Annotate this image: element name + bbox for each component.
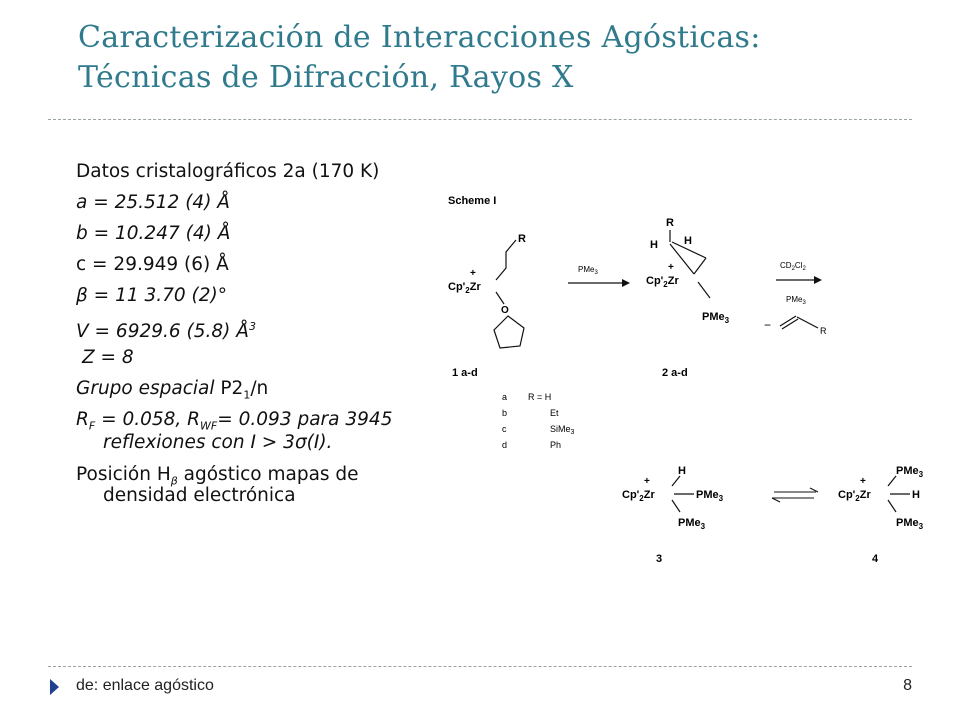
c3-pme3-right: PMe$_3$	[696, 489, 724, 503]
c3-pme3-bottom: PMe$_3$	[678, 517, 706, 531]
reflections-line: reflexiones con I > 3σ(I).	[103, 432, 333, 453]
volume-text: V = 6929.6 (5.8) Å	[76, 321, 249, 343]
arrow-1-reagent: PMe$_3$	[578, 265, 598, 276]
compound-3-structure	[622, 465, 724, 565]
cell-b: b = 10.247 (4) Å	[76, 223, 231, 244]
crystal-data-heading: Datos cristalográficos 2a (170 K)	[76, 161, 380, 182]
rf-label: R	[76, 409, 89, 430]
c2-pme3: PMe$_3$	[702, 311, 730, 325]
c2-plus: +	[668, 262, 674, 273]
arrow-2-reagent-bottom: PMe$_3$	[786, 295, 806, 306]
compound-3-label: 3	[656, 553, 663, 565]
h-position-pre: Posición H	[76, 464, 171, 485]
table-letter-c: c	[502, 424, 507, 434]
byproduct-minus: −	[764, 318, 772, 332]
c4-h: H	[912, 489, 920, 501]
space-group-label: Grupo espacial	[76, 378, 215, 399]
c4-cp-label: $Cp'_2Zr$	[838, 489, 871, 503]
c4-plus: +	[860, 476, 866, 487]
space-group	[76, 373, 456, 404]
compound-4-structure	[838, 465, 924, 565]
title-line-2: Técnicas de Difracción, Rayos X	[78, 60, 574, 95]
crystal-data-list	[76, 156, 456, 508]
table-value-ph: Ph	[550, 440, 562, 450]
c1-o: O	[501, 305, 509, 316]
space-group-sub: 1	[243, 388, 251, 402]
space-group-suffix: /n	[250, 378, 269, 399]
c2-r: R	[666, 217, 674, 229]
h-position-line-2: densidad electrónica	[103, 485, 296, 506]
cell-volume	[76, 311, 456, 342]
r-substituent-table	[502, 392, 575, 450]
compound-1-structure	[448, 233, 526, 379]
footer-bullet-icon	[50, 679, 59, 695]
footer-divider	[48, 666, 912, 667]
table-letter-b: b	[502, 408, 508, 418]
scheme-title: Scheme I	[448, 195, 497, 207]
c1-r: R	[518, 233, 526, 245]
c3-cp-label: $Cp'_2Zr$	[622, 489, 655, 503]
c2-h-left: H	[650, 239, 658, 251]
compound-2-structure	[646, 217, 730, 379]
compound-1-label: 1 a-d	[452, 367, 478, 379]
arrow-1	[568, 265, 630, 287]
c2-cp-label: $Cp'_2Zr$	[646, 275, 679, 289]
c2-h-right: H	[684, 235, 692, 247]
c4-pme3-top: PMe$_3$	[896, 465, 924, 479]
table-r-header: R = H	[528, 392, 552, 402]
byproduct-r: R	[820, 326, 827, 336]
compound-4-label: 4	[872, 553, 879, 565]
rwf-value: = 0.093 para 3945	[217, 409, 393, 430]
h-position-sub: β	[170, 474, 178, 488]
arrow-2-reagent-top: $CD_2Cl_2$	[780, 261, 806, 272]
cell-a: a = 25.512 (4) Å	[76, 192, 230, 213]
space-group-value: P2	[220, 378, 244, 399]
page-number: 8	[903, 677, 912, 694]
table-value-sime3: SiMe$_3$	[550, 424, 575, 436]
reaction-scheme	[440, 180, 960, 580]
h-position-rest: agóstico mapas de	[177, 464, 359, 485]
slide-title	[78, 18, 938, 98]
rf-sub: F	[88, 419, 96, 433]
arrow-2	[764, 261, 827, 336]
rwf-sub: WF	[200, 419, 218, 433]
cell-c: c = 29.949 (6) Å	[76, 254, 229, 275]
volume-exponent: 3	[248, 320, 256, 333]
equilibrium-arrows	[772, 488, 818, 502]
rf-value: = 0.058, R	[95, 409, 201, 430]
c3-h: H	[678, 465, 686, 477]
title-line-1: Caracterización de Interacciones Agósticas:	[78, 20, 761, 55]
compound-2-label: 2 a-d	[662, 367, 688, 379]
cell-beta: β = 11 3.70 (2)°	[76, 285, 228, 306]
table-letter-d: d	[502, 440, 508, 450]
title-divider	[48, 119, 912, 120]
c4-pme3-bottom: PMe$_3$	[896, 517, 924, 531]
table-value-et: Et	[550, 408, 559, 418]
c3-plus: +	[644, 476, 650, 487]
c1-cp-label: $Cp'_2Zr$	[448, 281, 481, 295]
table-letter-a: a	[502, 392, 508, 402]
cell-z: Z = 8	[82, 347, 134, 368]
footer-text: de: enlace agóstico	[76, 677, 214, 694]
c1-plus: +	[470, 268, 476, 279]
